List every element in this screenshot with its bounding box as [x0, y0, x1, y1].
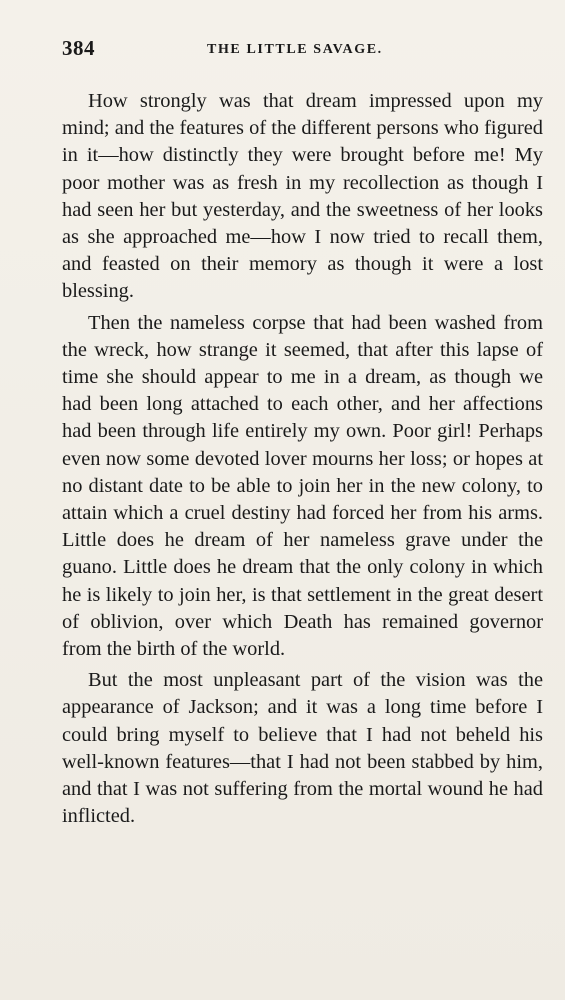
- paragraph-1: How strongly was that dream impressed upon my mind; and the features of the different persons who figured in it—how distinctly they were brought before me! My poor mother was as fresh in my recollection as though I had seen her but yesterday, and the sweetness of her looks as she approached me—how I now tried to recall them, and feasted on their memory as though it were a lost blessing.: [62, 90, 543, 303]
- running-title: THE LITTLE SAVAGE.: [207, 42, 383, 57]
- body-text: [62, 88, 543, 834]
- paragraph-2: Then the nameless corpse that had been washed from the wreck, how strange it seemed, that after this lapse of time she should appear to me in a dream, as though we had been long attached to each other, and her affections had been through life entirely my own. Poor girl! Perhaps even now some devoted lover mourns her loss; or hopes at no distant date to be able to join her in the new colony, to attain which a cruel destiny had forced her from his arms. Little does he dream of her nameless grave under the guano. Little does he dream that the only colony in which he is likely to join her, is that settlement in the great desert of oblivion, over which Death has remained governor from the birth of the world.: [62, 311, 543, 661]
- paragraph-3: But the most unpleasant part of the vision was the appearance of Jackson; and it was a long time before I could bring myself to believe that I had not beheld his well-known features—that I had not been stabbed by him, and that I was not suffering from the mortal wound he had inflicted.: [62, 669, 543, 828]
- page-header: [62, 36, 545, 66]
- page-number: 384: [62, 36, 95, 60]
